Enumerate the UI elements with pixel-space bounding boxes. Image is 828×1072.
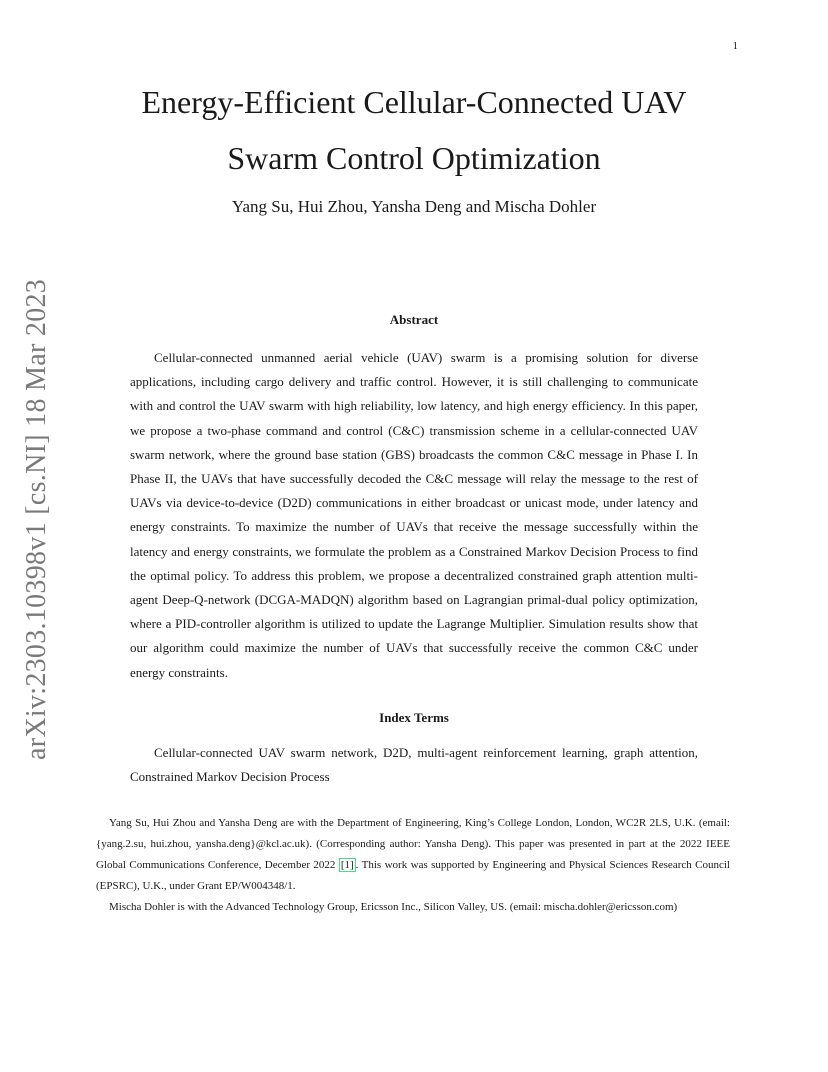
index-terms-heading: Index Terms bbox=[379, 710, 449, 725]
title-line-2: Swarm Control Optimization bbox=[227, 140, 601, 176]
paper-title bbox=[80, 74, 748, 186]
footnote-text-end: . This work was supported by Engineering and Physical Sciences Research Council (EPSRC), U.K., under Grant EP/W004348/1. bbox=[96, 859, 730, 892]
arxiv-identifier-stamp: arXiv:2303.10398v1 [cs.NI] 18 Mar 2023 bbox=[21, 278, 52, 760]
index-terms-text: Cellular-connected UAV swarm network, D2D, multi-agent reinforcement learning, graph attention, Constrained Markov Decision Process bbox=[130, 745, 698, 785]
title-line-1: Energy-Efficient Cellular-Connected UAV bbox=[141, 84, 687, 120]
author-list: Yang Su, Hui Zhou, Yansha Deng and Mischa Dohler bbox=[231, 197, 597, 216]
page-number: 1 bbox=[732, 40, 738, 52]
footnote-text-start: Yang Su, Hui Zhou and Yansha Deng are with the Department of Engineering, King’s College London, London, WC2R 2LS, U.K. (email:{yang.2.su, hui.zhou, yansha.deng}@kcl.ac.uk). (Corresponding author: Yansha Deng). This paper was presented in part at the 2022 IEEE Global Communications Conference, December 2022 bbox=[96, 817, 730, 871]
abstract-text: Cellular-connected unmanned aerial vehicle (UAV) swarm is a promising solution for diverse applications, including cargo delivery and traffic control. However, it is still challenging to communicate with and control the UAV swarm with high reliability, low latency, and high energy efficiency. In this paper, we propose a two-phase command and control (C&C) transmission scheme in a cellular-connected UAV swarm network, where the ground base station (GBS) broadcasts the common C&C message in Phase I. In Phase II, the UAVs that have successfully decoded the C&C message will relay the message to the rest of UAVs via device-to-device (D2D) communications in either broadcast or unicast mode, under latency and energy constraints. To maximize the number of UAVs that receive the message successfully within the latency and energy constraints, we formulate the problem as a Constrained Markov Decision Process to find the optimal policy. To address this problem, we propose a decentralized constrained graph attention multi-agent Deep-Q-network (DCGA-MADQN) algorithm based on Lagrangian primal-dual policy optimization, where a PID-controller algorithm is utilized to update the Lagrange Multiplier. Simulation results show that our algorithm could maximize the number of UAVs that successfully receive the common C&C under energy constraints. bbox=[130, 350, 698, 680]
citation-link[interactable]: [1] bbox=[340, 859, 354, 871]
abstract-heading: Abstract bbox=[389, 312, 439, 327]
dohler-affiliation-footnote: Mischa Dohler is with the Advanced Technology Group, Ericsson Inc., Silicon Valley, US. (email: mischa.dohler@ericsson.com) bbox=[109, 901, 678, 913]
author-affiliation-footnote bbox=[96, 813, 730, 897]
